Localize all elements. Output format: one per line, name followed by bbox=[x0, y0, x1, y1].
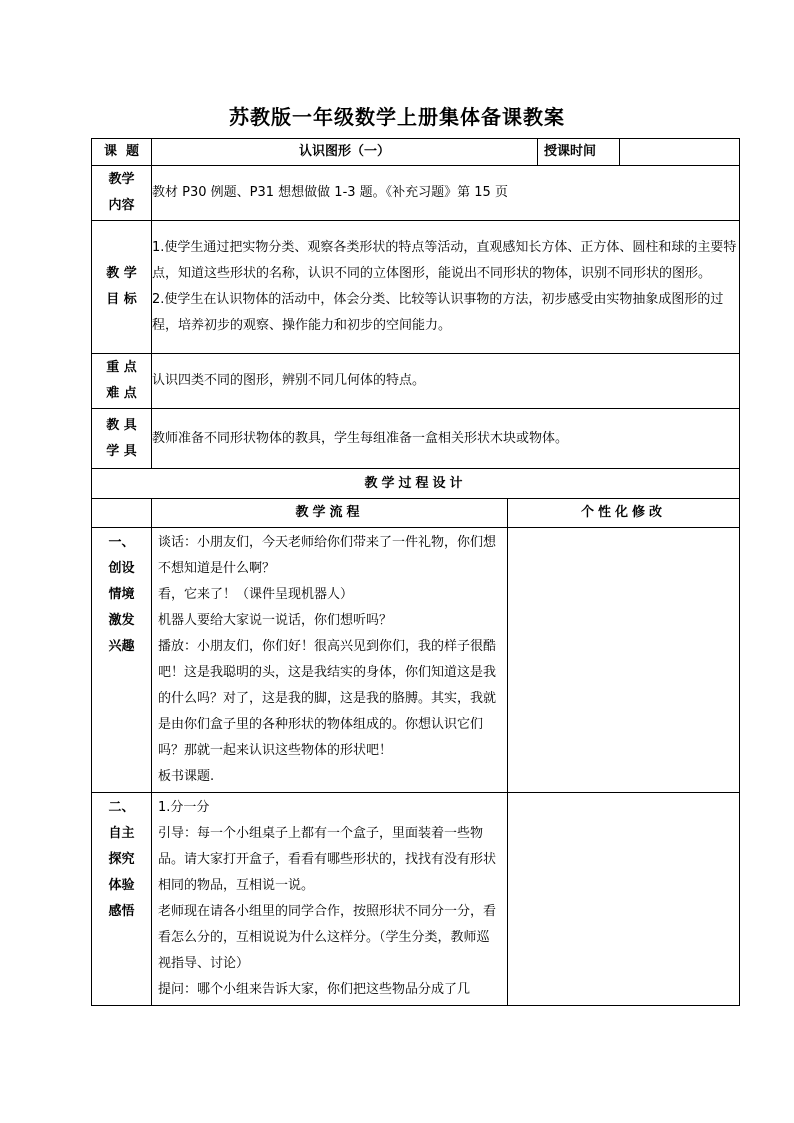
goals-row bbox=[92, 221, 740, 354]
tools-text: 教师准备不同形状物体的教具，学生每组准备一盒相关形状木块或物体。 bbox=[152, 409, 740, 469]
flow-line: 看，它来了！（课件呈现机器人） bbox=[158, 587, 354, 602]
goal-paragraph: 2.使学生在认识物体的活动中，体会分类、比较等认识事物的方法，初步感受由实物抽象成图形的过程，培养初步的观察、操作能力和初步的空间能力。 bbox=[152, 292, 724, 333]
content-text: 教材 P30 例题、P31 想想做做 1-3 题。《补充习题》第 15 页 bbox=[152, 166, 740, 221]
process-columns-row bbox=[92, 499, 740, 528]
keypoints-row bbox=[92, 354, 740, 409]
flow-line: 板书课题. bbox=[158, 769, 215, 784]
stage-custom-notes bbox=[508, 793, 740, 1006]
goals-text bbox=[152, 221, 740, 354]
flow-line: 1.分一分 bbox=[158, 800, 210, 815]
process-heading-row bbox=[92, 469, 740, 499]
stage-flow-text bbox=[152, 793, 508, 1006]
tools-label: 教 具 学 具 bbox=[92, 409, 152, 469]
topic-label: 课 题 bbox=[92, 139, 152, 166]
stage-row bbox=[92, 793, 740, 1006]
keypoints-label: 重 点 难 点 bbox=[92, 354, 152, 409]
content-row bbox=[92, 166, 740, 221]
flow-line: 提问：哪个小组来告诉大家，你们把这些物品分成了几 bbox=[158, 982, 471, 997]
tools-row bbox=[92, 409, 740, 469]
flow-line: 播放：小朋友们，你们好！很高兴见到你们，我的样子很酷吧！这是我聪明的头，这是我结实的身体，你们知道这是我的什么吗？对了，这是我的脚，这是我的胳膊。其实，我就是由你们盒子里的各种形状的物体组成的。你想认识它们吗？那就一起来认识这些物体的形状吧！ bbox=[158, 639, 497, 758]
stage-flow-text bbox=[152, 528, 508, 793]
flow-line: 老师现在请各小组里的同学合作，按照形状不同分一分，看看怎么分的，互相说说为什么这样分。（学生分类，教师巡视指导、讨论） bbox=[158, 904, 497, 971]
goals-label: 教 学 目 标 bbox=[92, 221, 152, 354]
flow-line: 谈话：小朋友们，今天老师给你们带来了一件礼物，你们想不想知道是什么啊？ bbox=[158, 535, 497, 576]
stage-custom-notes bbox=[508, 528, 740, 793]
flow-line: 机器人要给大家说一说话，你们想听吗？ bbox=[158, 613, 393, 628]
stage-label: 二、 自主 探究 体验 感悟 bbox=[92, 793, 152, 1006]
flow-line: 引导：每一个小组桌子上都有一个盒子，里面装着一些物品。请大家打开盒子，看看有哪些形状的，找找有没有形状相同的物品，互相说一说。 bbox=[158, 826, 497, 893]
goal-paragraph: 1.使学生通过把实物分类、观察各类形状的特点等活动，直观感知长方体、正方体、圆柱和球的主要特点，知道这些形状的名称，认识不同的立体图形，能说出不同形状的物体，识别不同形状的图形。 bbox=[152, 240, 737, 281]
document-title: 苏教版一年级数学上册集体备课教案 bbox=[229, 105, 565, 129]
custom-column-header: 个性化修改 bbox=[508, 499, 740, 528]
stage-column-blank bbox=[92, 499, 152, 528]
process-heading: 教学过程设计 bbox=[92, 469, 740, 499]
flow-column-header: 教学流程 bbox=[152, 499, 508, 528]
stage-label: 一、 创设 情境 激发 兴趣 bbox=[92, 528, 152, 793]
keypoints-text: 认识四类不同的图形，辨别不同几何体的特点。 bbox=[152, 354, 740, 409]
topic-value: 认识图形（一） bbox=[152, 139, 538, 166]
time-label: 授课时间 bbox=[538, 139, 620, 166]
time-value bbox=[620, 139, 740, 166]
content-label: 教学 内容 bbox=[92, 166, 152, 221]
topic-row bbox=[92, 139, 740, 166]
stage-row bbox=[92, 528, 740, 793]
lesson-plan-table bbox=[91, 138, 740, 1006]
